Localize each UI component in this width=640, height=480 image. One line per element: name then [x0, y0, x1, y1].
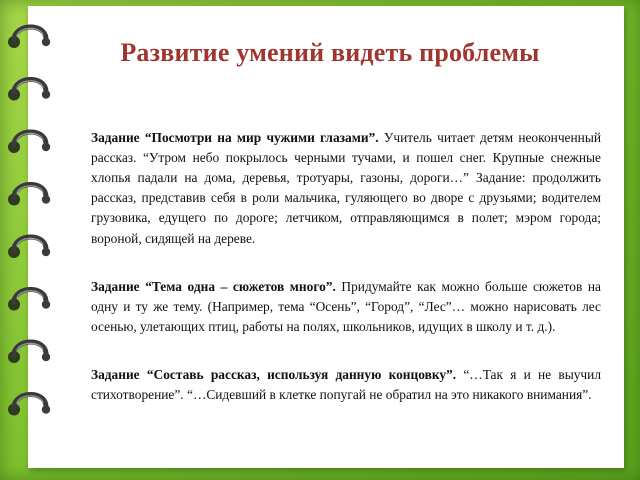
notebook-ring-icon — [8, 342, 50, 363]
task-list — [91, 128, 601, 433]
notebook-ring-icon — [8, 237, 50, 258]
task-3-text: “…Так я и не выучил стихотворение”. “…Сидевший в клетке попугай не обратил на это никакого внимания”. — [91, 366, 602, 403]
notebook-ring-icon — [8, 79, 50, 100]
task-1 — [91, 128, 601, 249]
task-3-heading: Задание “Составь рассказ, используя данную концовку”. — [91, 366, 457, 382]
notebook-ring-icon — [8, 289, 50, 310]
notebook-ring-icon — [8, 132, 50, 153]
task-2-text: Придумайте как можно больше сюжетов на одну и ту же тему. (Например, тема “Осень”, “Город”, “Лес”… можно нарисовать лес осенью, улетающих птиц, работы на полях, школьников, идущих в школу и т. д.). — [91, 278, 601, 334]
task-1-text: Учитель читает детям неоконченный рассказ. “Утром небо покрылось черными тучами, и пошел снег. Крупные снежные хлопья падали на дома, деревья, тротуары, газоны, дороги…” Задание: продолжить рассказ, представив себя в роли мальчика, гуляющего во дворе с друзьями; водителем грузовика, едущего по дороге; летчиком, отправляющимся в полет; мэром города; вороной, сидящей на дереве. — [91, 130, 601, 246]
notebook-ring-icon — [8, 27, 50, 48]
task-3 — [91, 365, 601, 405]
task-2-heading: Задание “Тема одна – сюжетов много”. — [91, 278, 336, 294]
task-1-heading: Задание “Посмотри на мир чужими глазами”. — [91, 130, 379, 145]
page-title: Развитие умений видеть проблемы — [120, 38, 540, 67]
notebook-ring-icon — [8, 394, 50, 415]
notebook-ring-icon — [8, 184, 50, 205]
notebook-spine — [0, 0, 60, 480]
task-2 — [91, 277, 601, 337]
